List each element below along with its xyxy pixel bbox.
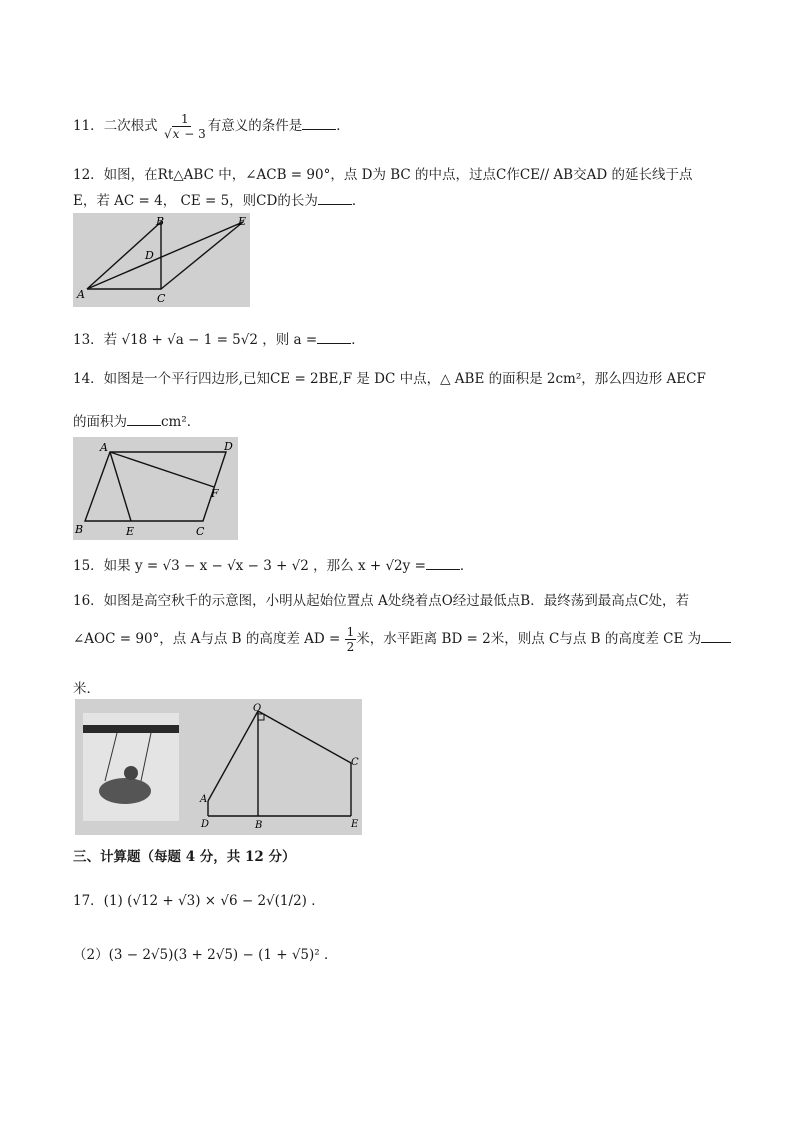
label-c: C: [351, 757, 359, 768]
swing-figure: [75, 699, 362, 835]
label-a: A: [100, 441, 108, 454]
label-d: D: [201, 819, 210, 830]
question-text: 15．如果 y = √3 − x − √x − 3 + √2 ，那么 x + √2y =: [73, 558, 426, 574]
answer-blank: [127, 413, 161, 426]
label-a: A: [77, 288, 85, 301]
parallelogram-diagram: [73, 437, 238, 540]
fraction: [345, 625, 357, 654]
label-a: A: [200, 794, 208, 805]
question-number: 11．: [73, 118, 104, 134]
question-11: [73, 112, 350, 141]
section-3-heading: 三、计算题（每题 4 分，共 12 分）: [73, 849, 296, 865]
question-16-line-3: 米．: [73, 681, 100, 697]
question-text: 有意义的条件是: [207, 118, 303, 134]
fraction-denominator: √x − 3: [163, 127, 206, 141]
answer-blank: [302, 117, 336, 130]
question-16-line-1: 16．如图是高空秋千的示意图，小明从起始位置点 A处绕着点O经过最低点B．最终荡到最高点C处，若: [73, 593, 690, 609]
triangle-diagram: [73, 213, 250, 307]
period: ．: [336, 118, 350, 134]
label-d: D: [224, 440, 233, 453]
parallelogram-figure: [73, 437, 238, 540]
label-o: O: [253, 703, 262, 714]
question-12-line-1: 12．如图，在Rt△ABC 中，∠ACB = 90°，点 D为 BC 的中点，过点C作CE// AB交AD 的延长线于点: [73, 167, 693, 183]
period: ．: [351, 193, 366, 209]
denominator-tail: − 3: [184, 127, 206, 141]
label-b: B: [156, 215, 165, 228]
question-12-line-2: [73, 189, 365, 209]
label-e: E: [351, 819, 359, 830]
question-17-part-2: （2）(3 − 2√5)(3 + 2√5) − (1 + √5)² ．: [73, 947, 338, 963]
unit: cm²．: [161, 414, 201, 430]
swing-diagram: [75, 699, 362, 835]
question-14-line-2: [73, 410, 200, 430]
label-f: F: [211, 487, 219, 500]
question-text: ∠AOC = 90°，点 A与点 B 的高度差 AD =: [73, 631, 341, 647]
period: ．: [459, 558, 474, 574]
label-c: C: [157, 292, 166, 305]
question-16-line-2: [73, 625, 731, 654]
question-14-line-1: 14．如图是一个平行四边形,已知CE = 2BE,F 是 DC 中点，△ ABE 的面积是 2cm²，那么四边形 AECF: [73, 371, 706, 387]
question-text: 的面积为: [73, 414, 127, 430]
question-text: 二次根式: [103, 118, 158, 134]
fraction-numerator: 1: [181, 112, 189, 126]
answer-blank: [318, 192, 352, 205]
answer-blank: [426, 557, 460, 570]
label-c: C: [196, 525, 205, 538]
fraction: [162, 112, 208, 141]
label-d: D: [145, 249, 154, 262]
label-e: E: [126, 525, 135, 538]
label-e: E: [238, 215, 247, 228]
fraction-denominator: 2: [346, 640, 355, 654]
answer-blank: [701, 630, 731, 643]
question-15: [73, 554, 473, 574]
question-text: 13．若 √18 + √a − 1 = 5√2 ，则 a =: [73, 332, 318, 348]
period: ．: [351, 332, 365, 348]
label-b: B: [75, 523, 84, 536]
radicand: x: [172, 127, 180, 141]
fraction-numerator: 1: [346, 625, 355, 639]
question-17-part-1: 17．(1) (√12 + √3) × √6 − 2√(1/2) ．: [73, 893, 325, 909]
answer-blank: [317, 331, 351, 344]
label-b: B: [255, 820, 263, 831]
question-text: E，若 AC = 4， CE = 5，则CD的长为: [73, 193, 318, 209]
question-13: [73, 328, 365, 348]
question-text: 米，水平距离 BD = 2米，则点 C与点 B 的高度差 CE 为: [356, 631, 702, 647]
triangle-figure: [73, 213, 250, 307]
